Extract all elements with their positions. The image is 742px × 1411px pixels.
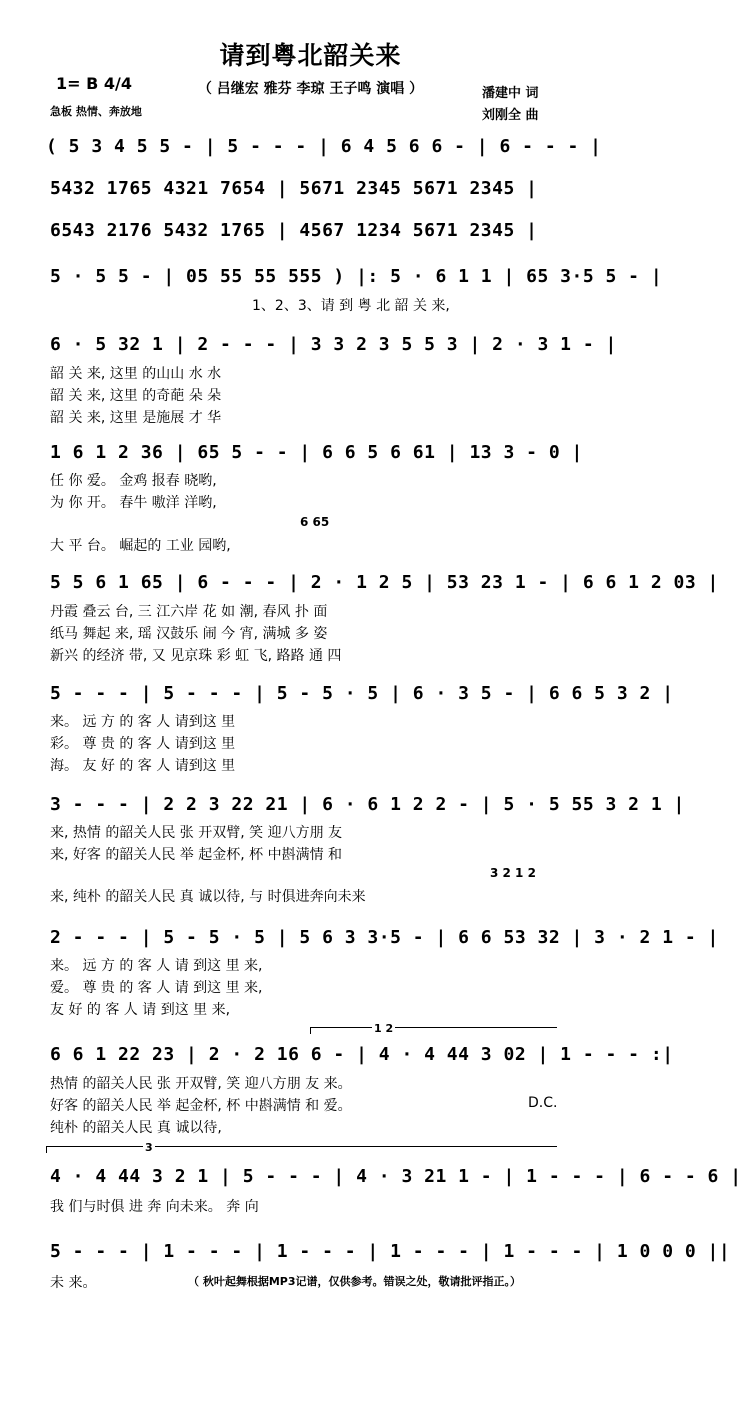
volta-bracket: [46, 1146, 557, 1153]
note-line: 3 - - - | 2 2 3 22 21 | 6 · 6 1 2 2 - | 5 · 5 55 3 2 1 |: [50, 794, 685, 815]
lyric-line: 丹霞 叠云 台, 三 江六岸 花 如 潮, 春风 扑 面: [50, 604, 328, 620]
lyric-line: 爱。 尊 贵 的 客 人 请 到这 里 来,: [50, 980, 263, 996]
lyric-line: 韶 关 来, 这里 的山山 水 水: [50, 366, 222, 382]
volta-bracket: [310, 1027, 557, 1034]
note-line: 5 · 5 5 - | 05 55 55 555 ) |: 5 · 6 1 1 | 65 3·5 5 - |: [50, 266, 663, 287]
alt-notes: 3 2 1 2: [490, 866, 536, 880]
transcription-note: （ 秋叶起舞根据MP3记谱，仅供参考。错误之处，敬请批评指正。）: [188, 1275, 521, 1288]
lyric-line: 来。 远 方 的 客 人 请 到这 里 来,: [50, 958, 263, 974]
lyricist-credit: 潘建中 词: [482, 86, 539, 101]
lyric-line: 纯朴 的韶关人民 真 诚以待,: [50, 1120, 222, 1136]
performers: （ 吕继宏 雅芬 李琼 王子鸣 演唱 ）: [197, 81, 424, 97]
lyric-line: 为 你 开。 春牛 嗷洋 洋哟,: [50, 495, 217, 511]
lyric-line: 好客 的韶关人民 举 起金杯, 杯 中斟满情 和 爱。: [50, 1098, 352, 1114]
alt-notes: 6 65: [300, 515, 330, 529]
lyric-line: 彩。 尊 贵 的 客 人 请到这 里: [50, 736, 236, 752]
lyric-line: 来, 热情 的韶关人民 张 开双臂, 笑 迎八方朋 友: [50, 825, 343, 841]
lyric-line: 来。 远 方 的 客 人 请到这 里: [50, 714, 236, 730]
page-title: 请到粤北韶关来: [219, 41, 402, 70]
note-line: 5 5 6 1 65 | 6 - - - | 2 · 1 2 5 | 53 23 1 - | 6 6 1 2 03 |: [50, 572, 719, 593]
tempo-marking: 急板 热情、奔放地: [50, 105, 142, 118]
composer-credit: 刘刚全 曲: [482, 108, 539, 123]
lyric-line: 1、2、3、请 到 粤 北 韶 关 来,: [252, 298, 450, 314]
lyric-line: 纸马 舞起 来, 瑶 汉鼓乐 闹 今 宵, 满城 多 姿: [50, 626, 328, 642]
key-signature: 1= B 4/4: [56, 74, 132, 93]
note-line: 6 6 1 22 23 | 2 · 2 16 6 - | 4 · 4 44 3 02 | 1 - - - :|: [50, 1044, 674, 1065]
da-capo: D.C.: [528, 1095, 558, 1111]
lyric-line: 未 来。: [50, 1275, 97, 1291]
lyric-line: 任 你 爱。 金鸡 报春 晓哟,: [50, 473, 217, 489]
lyric-line: 友 好 的 客 人 请 到这 里 来,: [50, 1002, 231, 1018]
note-line: 4 · 4 44 3 2 1 | 5 - - - | 4 · 3 21 1 - | 1 - - - | 6 - - 6 |: [50, 1166, 742, 1187]
lyric-line: 热情 的韶关人民 张 开双臂, 笑 迎八方朋 友 来。: [50, 1076, 352, 1092]
note-line: 5 - - - | 5 - - - | 5 - 5 · 5 | 6 · 3 5 - | 6 6 5 3 2 |: [50, 683, 674, 704]
lyric-line: 海。 友 好 的 客 人 请到这 里: [50, 758, 236, 774]
note-line: 1 6 1 2 36 | 65 5 - - | 6 6 5 6 61 | 13 3 - 0 |: [50, 442, 583, 463]
lyric-line: 来, 纯朴 的韶关人民 真 诚以待, 与 时俱进奔向未来: [50, 889, 366, 905]
volta-label: 3: [145, 1141, 153, 1154]
note-line: 6 · 5 32 1 | 2 - - - | 3 3 2 3 5 5 3 | 2 · 3 1 - |: [50, 334, 617, 355]
volta-label: 1 2: [374, 1022, 394, 1035]
note-line: 2 - - - | 5 - 5 · 5 | 5 6 3 3·5 - | 6 6 53 32 | 3 · 2 1 - |: [50, 927, 719, 948]
lyric-line: 韶 关 来, 这里 的奇葩 朵 朵: [50, 388, 222, 404]
note-line: 5432 1765 4321 7654 | 5671 2345 5671 2345 |: [50, 178, 538, 199]
note-line: 5 - - - | 1 - - - | 1 - - - | 1 - - - | 1 - - - | 1 0 0 0 ||: [50, 1241, 731, 1262]
lyric-line: 我 们与时俱 进 奔 向未来。 奔 向: [50, 1199, 259, 1215]
lyric-line: 韶 关 来, 这里 是施展 才 华: [50, 410, 222, 426]
note-line: 6543 2176 5432 1765 | 4567 1234 5671 2345 |: [50, 220, 538, 241]
lyric-line: 大 平 台。 崛起的 工业 园哟,: [50, 538, 231, 554]
note-line: ( 5 3 4 5 5 - | 5 - - - | 6 4 5 6 6 - | 6 - - - |: [46, 136, 602, 157]
lyric-line: 来, 好客 的韶关人民 举 起金杯, 杯 中斟满情 和: [50, 847, 343, 863]
lyric-line: 新兴 的经济 带, 又 见京珠 彩 虹 飞, 路路 通 四: [50, 648, 342, 664]
